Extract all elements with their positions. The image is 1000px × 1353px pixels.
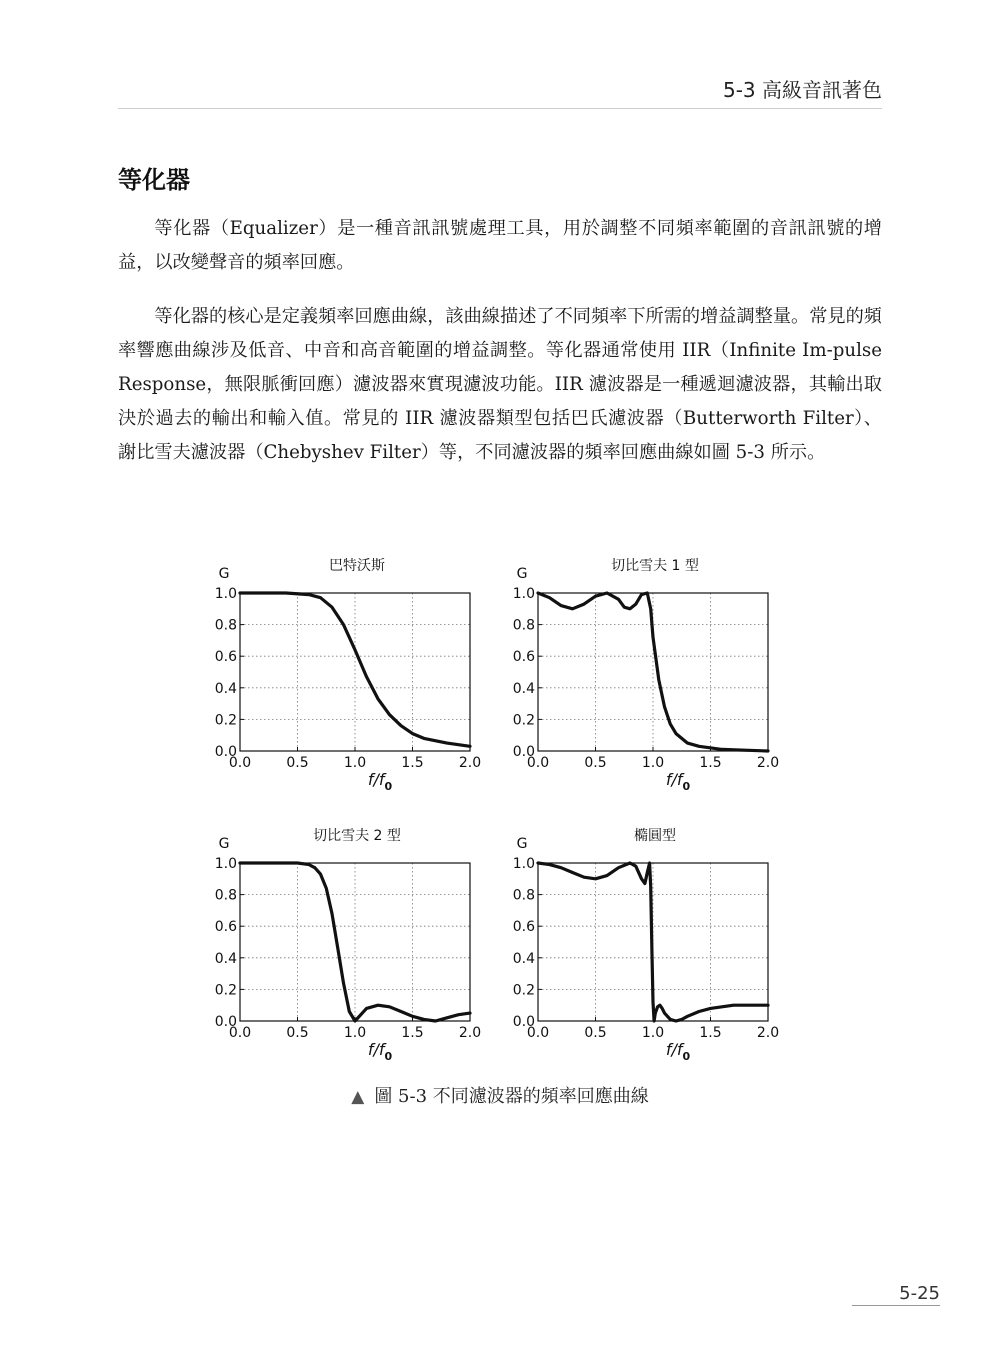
chart-1-y-tick-label: 0.0: [214, 744, 237, 760]
chart-2-x-axis-label: $f/f_0$: [665, 770, 691, 793]
chart-2-x-tick-label: 0.0: [526, 755, 550, 771]
chart-1-x-tick-label: 0.5: [286, 755, 309, 771]
chart-1-y-tick-label: 0.6: [214, 649, 237, 666]
chart-4-y-tick-label: 0.0: [512, 1014, 535, 1030]
chart-2-y-tick-label: 0.2: [512, 712, 535, 729]
caption-text: 圖 5-3 不同濾波器的頻率回應曲線: [374, 1086, 649, 1107]
chart-4-x-tick-label: 0.5: [584, 1025, 607, 1041]
chart-4-y-tick-label: 1.0: [512, 856, 535, 872]
chart-1-y-tick-label: 0.4: [214, 680, 237, 697]
chart-3-x-tick-label: 0.0: [228, 1025, 252, 1041]
chart-3-y-tick-label: 0.6: [214, 919, 237, 936]
chart-4-x-tick-label: 2.0: [756, 1025, 780, 1041]
header-rule: [118, 108, 882, 109]
chart-3-x-tick-label: 1.0: [343, 1025, 367, 1041]
chart-2-y-tick-label: 0.8: [512, 617, 535, 634]
chart-3-title: 切比雪夫 2 型: [313, 828, 401, 844]
chart-2-y-tick-label: 1.0: [512, 586, 535, 602]
running-head: 5-3 高級音訊著色: [722, 78, 882, 102]
figure-filter-responses: [190, 545, 810, 1075]
chart-2-frame: [538, 593, 768, 751]
chart-3-x-tick-label: 1.5: [401, 1025, 424, 1041]
chart-4-y-axis-label: G: [516, 836, 528, 852]
chart-1-x-tick-label: 1.5: [401, 755, 424, 771]
chart-2-y-tick-label: 0.6: [512, 649, 535, 666]
filter-charts-svg: [190, 545, 810, 1075]
chart-2-x-tick-label: 1.0: [641, 755, 665, 771]
paragraph-1: 等化器（Equalizer）是一種音訊訊號處理工具，用於調整不同頻率範圍的音訊訊號的增益，以改變聲音的頻率回應。: [118, 218, 882, 273]
chart-2-y-tick-label: 0.0: [512, 744, 535, 760]
chart-2-y-axis-label: G: [516, 566, 528, 582]
chart-1-frame: [240, 593, 470, 751]
chart-2-x-tick-label: 1.5: [699, 755, 722, 771]
chart-4-x-tick-label: 1.5: [699, 1025, 722, 1041]
chart-1-y-axis-label: G: [218, 566, 230, 582]
chart-3-frame: [240, 863, 470, 1021]
chart-2-response-curve: [538, 593, 768, 751]
chart-2-title: 切比雪夫 1 型: [611, 558, 699, 574]
chart-1-y-tick-label: 0.2: [214, 712, 237, 729]
chart-1-title: 巴特沃斯: [329, 558, 385, 574]
chart-1-y-tick-label: 0.8: [214, 617, 237, 634]
chart-3-y-tick-label: 0.8: [214, 887, 237, 904]
chart-2-y-tick-label: 0.4: [512, 680, 535, 697]
chart-1-x-tick-label: 0.0: [228, 755, 252, 771]
chart-1-x-axis-label: $f/f_0$: [367, 770, 393, 793]
chart-1-x-tick-label: 1.0: [343, 755, 367, 771]
figure-caption: [0, 1082, 1000, 1108]
chart-3-y-tick-label: 0.2: [214, 982, 237, 999]
chart-3-y-tick-label: 0.0: [214, 1014, 237, 1030]
chart-3-y-axis-label: G: [218, 836, 230, 852]
chart-4-x-axis-label: $f/f_0$: [665, 1040, 691, 1063]
chart-4-y-tick-label: 0.6: [512, 919, 535, 936]
section-title: 等化器: [118, 166, 190, 194]
chart-1-y-tick-label: 1.0: [214, 586, 237, 602]
chart-3-x-tick-label: 2.0: [458, 1025, 482, 1041]
footer-rule: [852, 1305, 940, 1306]
chart-4-x-tick-label: 1.0: [641, 1025, 665, 1041]
chart-3-y-tick-label: 1.0: [214, 856, 237, 872]
chart-4-y-tick-label: 0.8: [512, 887, 535, 904]
page-number: 5-25: [899, 1283, 940, 1304]
chart-3-x-tick-label: 0.5: [286, 1025, 309, 1041]
chart-4-y-tick-label: 0.4: [512, 950, 535, 967]
chart-3-y-tick-label: 0.4: [214, 950, 237, 967]
paragraph-2: 等化器的核心是定義頻率回應曲線，該曲線描述了不同頻率下所需的增益調整量。常見的頻率響應曲線涉及低音、中音和高音範圍的增益調整。等化器通常使用 IIR（Infinite Im-pulse Response，無限脈衝回應）濾波器來實現濾波功能。IIR 濾波器是一種遞迴濾波器，其輸出取決於過去的輸出和輸入值。常見的 IIR 濾波器類型包括巴氏濾波器（Butterworth Filter）、謝比雪夫濾波器（Chebyshev Filter）等，不同濾波器的頻率回應曲線如圖 5-3 所示。: [118, 306, 882, 463]
caption-triangle-icon: ▲: [351, 1087, 365, 1107]
chart-3-response-curve: [240, 863, 470, 1021]
chart-4-response-curve: [538, 863, 768, 1021]
chart-2-x-tick-label: 0.5: [584, 755, 607, 771]
chart-4-x-tick-label: 0.0: [526, 1025, 550, 1041]
chart-4-title: 橢圓型: [634, 828, 676, 844]
chart-4-y-tick-label: 0.2: [512, 982, 535, 999]
chart-1-x-tick-label: 2.0: [458, 755, 482, 771]
chart-2-x-tick-label: 2.0: [756, 755, 780, 771]
chart-3-x-axis-label: $f/f_0$: [367, 1040, 393, 1063]
